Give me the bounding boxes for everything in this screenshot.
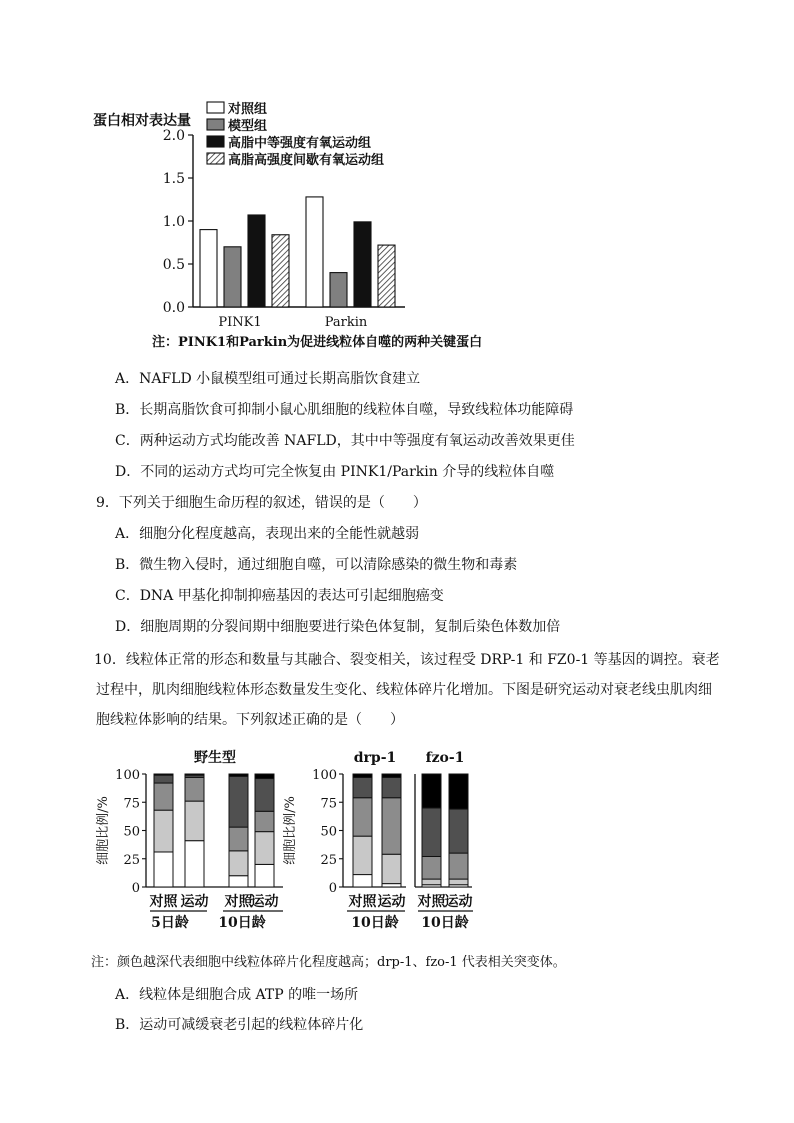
q9-stem: 9．下列关于细胞生命历程的叙述，错误的是（ ）: [96, 495, 427, 511]
group-label: 10日龄: [351, 915, 399, 931]
stack-segment: [422, 808, 441, 857]
stack-segment: [154, 810, 173, 852]
y-tick-label: 0: [131, 881, 140, 896]
x-category-label: 对照: [417, 894, 446, 910]
stack-segment: [449, 809, 468, 853]
panel-1: [96, 749, 283, 931]
stack-segment: [229, 851, 248, 876]
q8-option-d: D．不同的运动方式均可完全恢复由 PINK1/Parkin 介导的线粒体自噬: [115, 464, 555, 480]
panel-title: drp-1: [353, 750, 397, 766]
mitochondria-fragmentation-chart: [0, 740, 794, 940]
q10-option-a: A．线粒体是细胞合成 ATP 的唯一场所: [115, 987, 359, 1003]
x-category-label: 对照: [224, 894, 253, 910]
stack-segment: [449, 879, 468, 885]
y-tick-label: 2.0: [162, 128, 185, 144]
y-tick-label: 1.5: [162, 171, 185, 187]
stack-segment: [185, 841, 204, 887]
y-tick-label: 100: [312, 768, 337, 783]
q10-stem-line-2: 过程中，肌肉细胞线粒体形态数量发生变化、线粒体碎片化增加。下图是研究运动对衰老线虫肌肉细: [96, 682, 712, 698]
y-tick-label: 1.0: [162, 214, 185, 230]
stack-segment: [353, 798, 372, 836]
bar-pink1-series-1: [200, 230, 217, 307]
stack-segment: [229, 774, 248, 776]
chart2-note: 注：颜色越深代表细胞中线粒体碎片化程度越高；drp-1、fzo-1 代表相关突变体。: [91, 955, 566, 970]
stack-segment: [255, 811, 274, 831]
stack-segment: [382, 777, 401, 797]
stack-segment: [449, 853, 468, 879]
y-tick-label: 25: [320, 852, 337, 868]
legend-swatch: [207, 102, 224, 113]
stack-segment: [255, 779, 274, 812]
bar-parkin-series-2: [330, 273, 347, 307]
legend-label: 对照组: [228, 102, 268, 117]
y-tick-label: 0.0: [162, 300, 185, 316]
panel-3: [415, 750, 473, 931]
q9-option-c: C．DNA 甲基化抑制抑癌基因的表达可引起细胞癌变: [115, 588, 444, 604]
y-tick-label: 50: [320, 824, 337, 840]
y-axis-label: 细胞比例/%: [96, 796, 111, 865]
q9-option-b: B．微生物入侵时，通过细胞自噬，可以清除感染的微生物和毒素: [115, 557, 518, 573]
q10-option-b: B．运动可减缓衰老引起的线粒体碎片化: [115, 1017, 364, 1033]
y-tick-label: 0: [328, 881, 337, 896]
stack-segment: [229, 876, 248, 887]
panel-title: 野生型: [194, 750, 236, 766]
stack-segment: [185, 801, 204, 841]
stack-segment: [382, 884, 401, 887]
chart1-note: 注：PINK1和Parkin为促进线粒体自噬的两种关键蛋白: [152, 335, 483, 350]
stack-segment: [185, 777, 204, 801]
protein-expression-chart: [0, 0, 794, 360]
x-category-label: 对照: [348, 894, 377, 910]
bar-parkin-series-3: [354, 222, 371, 307]
stack-segment: [449, 774, 468, 809]
y-tick-label: 75: [123, 796, 140, 812]
stack-segment: [185, 774, 204, 775]
y-tick-label: 50: [123, 824, 140, 840]
panel-2: [283, 750, 406, 931]
q10-stem-line-1: 10．线粒体正常的形态和数量与其融合、裂变相关，该过程受 DRP-1 和 FZ0-1 等基因的调控。衰老: [94, 652, 720, 668]
y-tick-label: 0.5: [162, 257, 185, 273]
bar-parkin-series-1: [306, 197, 323, 307]
stack-segment: [154, 775, 173, 783]
q9-option-a: A．细胞分化程度越高，表现出来的全能性就越弱: [115, 526, 420, 542]
q9-option-d: D．细胞周期的分裂间期中细胞要进行染色体复制，复制后染色体数加倍: [115, 619, 561, 635]
bar-parkin-series-4: [378, 245, 395, 307]
stack-segment: [353, 777, 372, 797]
stack-segment: [353, 836, 372, 874]
group-label: 10日龄: [218, 915, 266, 931]
bar-pink1-series-4: [272, 235, 289, 307]
y-tick-label: 100: [115, 768, 140, 783]
stack-segment: [255, 864, 274, 887]
stack-segment: [154, 774, 173, 775]
stack-segment: [382, 854, 401, 883]
q8-option-a: A．NAFLD 小鼠模型组可通过长期高脂饮食建立: [115, 371, 421, 387]
x-category-label: 运动: [377, 894, 406, 910]
q8-option-c: C．两种运动方式均能改善 NAFLD，其中中等强度有氧运动改善效果更佳: [115, 433, 575, 449]
stack-segment: [255, 774, 274, 779]
stack-segment: [382, 798, 401, 855]
stack-segment: [229, 827, 248, 851]
legend-label: 高脂中等强度有氧运动组: [228, 136, 372, 151]
bar-pink1-series-2: [224, 247, 241, 307]
q8-option-b: B．长期高脂饮食可抑制小鼠心肌细胞的线粒体自噬，导致线粒体功能障碍: [115, 402, 574, 418]
stack-segment: [422, 879, 441, 885]
stack-segment: [229, 776, 248, 827]
x-category-label: 运动: [250, 894, 279, 910]
legend-swatch: [207, 153, 224, 164]
stack-segment: [353, 774, 372, 777]
group-label: 10日龄: [421, 915, 469, 931]
group-label: 5日龄: [151, 915, 189, 931]
x-category-label: PINK1: [218, 315, 262, 330]
y-tick-label: 25: [123, 852, 140, 868]
q10-stem-line-3: 胞线粒体影响的结果。下列叙述正确的是（ ）: [96, 712, 404, 728]
legend-swatch: [207, 136, 224, 147]
stack-segment: [154, 852, 173, 887]
stack-segment: [255, 832, 274, 865]
stack-segment: [422, 774, 441, 808]
x-category-label: Parkin: [324, 315, 368, 330]
legend-label: 高脂高强度间歇有氧运动组: [228, 153, 385, 168]
x-category-label: 运动: [180, 894, 209, 910]
stack-segment: [382, 774, 401, 777]
stack-segment: [353, 875, 372, 887]
stack-segment: [422, 856, 441, 879]
y-axis-label: 细胞比例/%: [283, 796, 298, 865]
legend-label: 模型组: [228, 119, 268, 134]
stack-segment: [154, 783, 173, 810]
x-category-label: 对照: [149, 894, 178, 910]
y-axis-label: 蛋白相对表达量: [93, 113, 191, 129]
bar-pink1-series-3: [248, 215, 265, 307]
legend-swatch: [207, 119, 224, 130]
panel-title: fzo-1: [425, 750, 465, 766]
x-category-label: 运动: [444, 894, 473, 910]
y-tick-label: 75: [320, 796, 337, 812]
